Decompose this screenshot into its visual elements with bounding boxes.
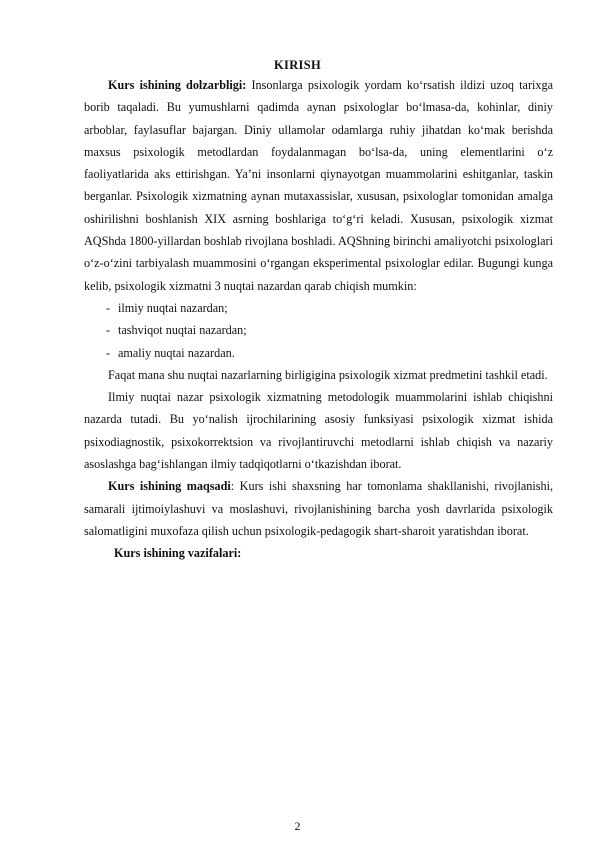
goal-text: : Kurs ishi shaxsning har tomonlama shakllanishi, rivojlanishi, samarali ijtimoiylashuvi va moslashuvi, rivojlanishining barcha yosh davrlarida psixologik salomatligini muxofaza qilish uchun psixologik-pedagogik shart-sharoit yaratishdan iborat.	[84, 479, 553, 538]
list-item-text: tashviqot nuqtai nazardan;	[118, 323, 247, 338]
list-marker: -	[106, 345, 111, 360]
paragraph-unity: Faqat mana shu nuqtai nazarlarning birligigina psixologik xizmat predmetini tashkil etadi.	[108, 367, 548, 382]
page-number: 2	[294, 819, 301, 833]
goal-lead: Kurs ishining maqsadi	[108, 479, 231, 494]
list-item	[84, 319, 553, 341]
list-marker: -	[106, 323, 111, 338]
page-title: KIRISH	[274, 58, 321, 72]
relevance-lead: Kurs ishining dolzarbligi:	[108, 78, 247, 92]
relevance-text: Insonlarga psixologik yordam ko‘rsatish ildizi uzoq tarixga borib taqaladi. Bu yumushlarni qadimda aynan psixologlar bo‘lmasa-da, kohinlar, diniy arboblar, faylasuflar bajargan. Diniy ullamolar odamlarga ruhiy jihatdan ko‘mak berishda maxsus psixologik metodlardan foydalanmagan bo‘lsa-da, uning elementlarini o‘z faoliyatlarida aks ettirishgan. Ya’ni insonlarni qiynayotgan muammolarini eshitganlar, taskin berganlar. Psixologik xizmatning aynan mutaxassislar, xususan, psixologlar tomonidan amalga oshirilishni boshlanish XIX asrning boshlariga to‘g‘ri keladi. Xususan, psixologik xizmat AQShda 1800-yillardan boshlab rivojlana boshladi. AQShning birinchi amaliyotchi psixologlari o‘z-o‘zini tarbiyalash muammosini o‘rgangan eksperimental psixologlar edilar. Bugungi kunga kelib, psixologik xizmatni 3 nuqtai nazardan qarab chiqish mumkin:	[84, 78, 553, 293]
paragraph-relevance	[84, 74, 553, 297]
paragraph-scientific: Ilmiy nuqtai nazar psixologik xizmatning metodologik muammolarini ishlab chiqishni nazarda tutadi. Bu yo‘nalish ijrochilarining asosiy funksiyasi psixologik xizmat ishida psixodiagnostik, psixokorrektsion va rivojlantiruvchi metodlarni ishlab chiqish va nazariy asoslashga bag‘ishlangan ilmiy tadqiqotlarni o‘tkazishdan iborat.	[84, 390, 553, 472]
paragraph-goal	[84, 475, 553, 542]
tasks-heading: Kurs ishining vazifalari:	[114, 546, 242, 561]
list-item	[84, 297, 553, 319]
list-item	[84, 342, 553, 364]
list-item-text: amaliy nuqtai nazardan.	[118, 345, 235, 360]
list-marker: -	[106, 300, 111, 315]
document-body	[84, 74, 553, 565]
list-item-text: ilmiy nuqtai nazardan;	[118, 300, 228, 315]
